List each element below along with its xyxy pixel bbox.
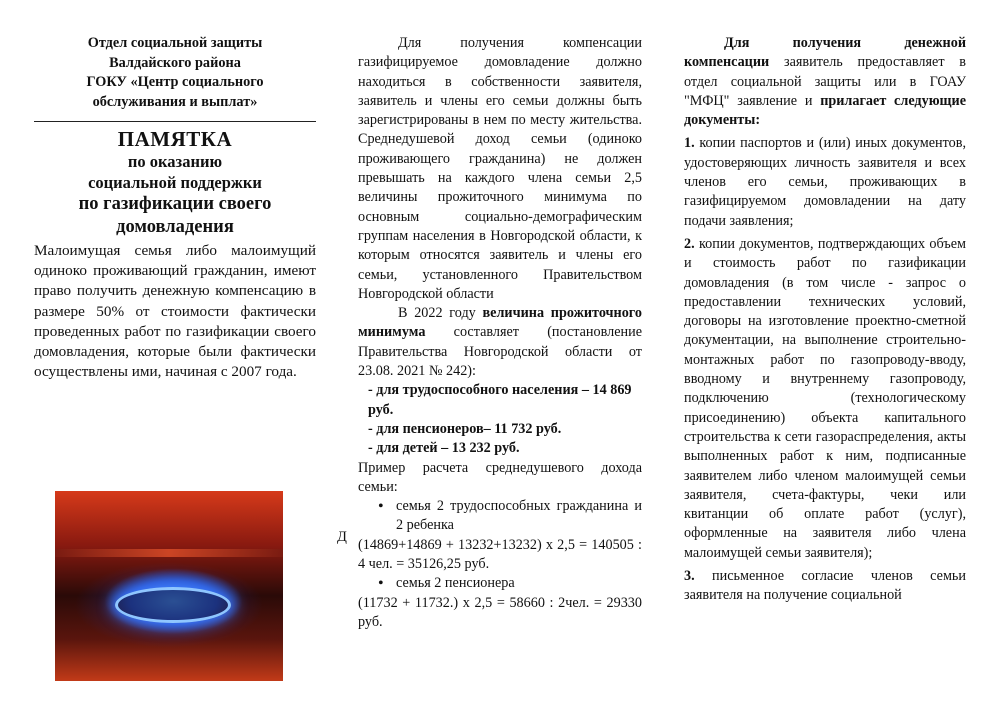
item-2-number: 2.	[684, 235, 695, 252]
title-sub-4: домовладения	[116, 217, 234, 237]
example-list-2	[358, 574, 642, 593]
item-1-number: 1.	[684, 135, 695, 152]
burner-grate	[55, 549, 283, 557]
middle-column	[358, 34, 642, 632]
gas-burner-photo	[55, 491, 283, 681]
stray-letter: Д	[337, 529, 347, 545]
item-3-text: письменное согласие членов семьи заявителя на получение социальной	[684, 568, 966, 604]
subsistence-paragraph	[358, 304, 642, 381]
burner-flame-ring	[115, 587, 231, 623]
title-sub-1: по оказанию	[127, 152, 223, 171]
document-item-1	[684, 134, 966, 230]
org-line-4: обслуживания и выплат»	[92, 93, 258, 110]
org-line-2: Валдайского района	[109, 54, 241, 71]
org-line-3: ГОКУ «Центр социального	[86, 74, 264, 90]
documents-intro-text: заявитель предоставляет в отдел социальной защиты или в ГОАУ "МФЦ" заявление и	[684, 54, 966, 109]
organization-header	[34, 34, 316, 112]
item-2-text: копии документов, подтверждающих объем и стоимость работ по газификации домовладения (в том числе - запрос о предоставлении технических условий, договоры на изготовление проектно-сметной документации, на выполнение строительно-монтажных работ по газопроводу-вводу, вводному и внутреннему газопроводу, подключению (технологическому присоединению) объекта капитального строительства к сети газораспределения, акты выполненных работ к ним, подписанные заявителем либо членом малоимущей семьи заявителя, счета-фактуры, чеки или квитанции об оплате работ (услуг), оформленные на заявителя либо члена малоимущей семьи заявителя);	[684, 235, 966, 561]
divider	[34, 121, 316, 122]
intro-paragraph: Малоимущая семья либо малоимущий одиноко проживающий гражданин, имеют право получить денежную компенсацию в размере 50% от стоимости фактически проведенных работ по газификации своего домовладения, которые были фактически осуществлены ими, начиная с 2007 года.	[34, 242, 316, 381]
documents-intro	[684, 34, 966, 130]
minimum-pensioners: - для пенсионеров– 11 732 руб.	[368, 420, 562, 437]
title-sub-2: социальной поддержки	[88, 173, 262, 192]
minimum-working: - для трудоспособного населения – 14 869 руб.	[368, 382, 632, 418]
title-sub-3: по газификации своего	[78, 194, 272, 214]
document-item-2	[684, 235, 966, 563]
minimum-children: - для детей – 13 232 руб.	[368, 440, 520, 457]
document-title: ПАМЯТКА	[117, 127, 233, 151]
org-line-1: Отдел социальной защиты	[87, 35, 263, 51]
subsistence-bold: величина прожиточного минимума	[358, 305, 642, 341]
document-item-3	[684, 567, 966, 606]
right-column	[684, 34, 966, 606]
documents-intro-bold: Для получения денежной компенсации	[684, 35, 966, 71]
subsistence-lead: В 2022 году	[398, 305, 483, 322]
item-3-number: 3.	[684, 568, 695, 585]
eligibility-paragraph: Для получения компенсации газифицируемое домовладение должно находиться в собственности заявителя, заявитель и члены его семьи должны быть зарегистрированы в нем по месту жительства. Среднедушевой доход семьи (одиноко проживающего гражданина) не должен превышать на каждого члена семьи 2,5 величины прожиточного минимума по основным социально-демографическим группам населения в Новгородской области, к которым относятся заявитель и члены его семьи, установленного Правительством Новгородской области	[358, 35, 642, 302]
documents-intro-tail: прилагает следующие документы:	[684, 92, 966, 129]
left-column	[34, 34, 316, 382]
item-1-text: копии паспортов и (или) иных документов, удостоверяющих личность заявителя и всех членов его семьи, проживающих в газифицируемом домовладении на дату подачи заявления;	[684, 135, 966, 229]
example-2-calc: (11732 + 11732.) х 2,5 = 58660 : 2чел. = 29330 руб.	[358, 594, 642, 630]
example-list-1	[358, 497, 642, 536]
example-title: Пример расчета среднедушевого дохода семьи:	[358, 459, 642, 495]
example-1-calc: (14869+14869 + 13232+13232) х 2,5 = 140505 : 4 чел. = 35126,25 руб.	[358, 536, 642, 573]
example-1-title: • семья 2 трудоспособных гражданина и 2 ребенка	[396, 497, 642, 536]
example-2-title: • семья 2 пенсионера	[396, 574, 642, 593]
subsistence-rest: составляет (постановление Правительства Новгородской области от 23.08. 2021 № 242):	[358, 324, 642, 380]
